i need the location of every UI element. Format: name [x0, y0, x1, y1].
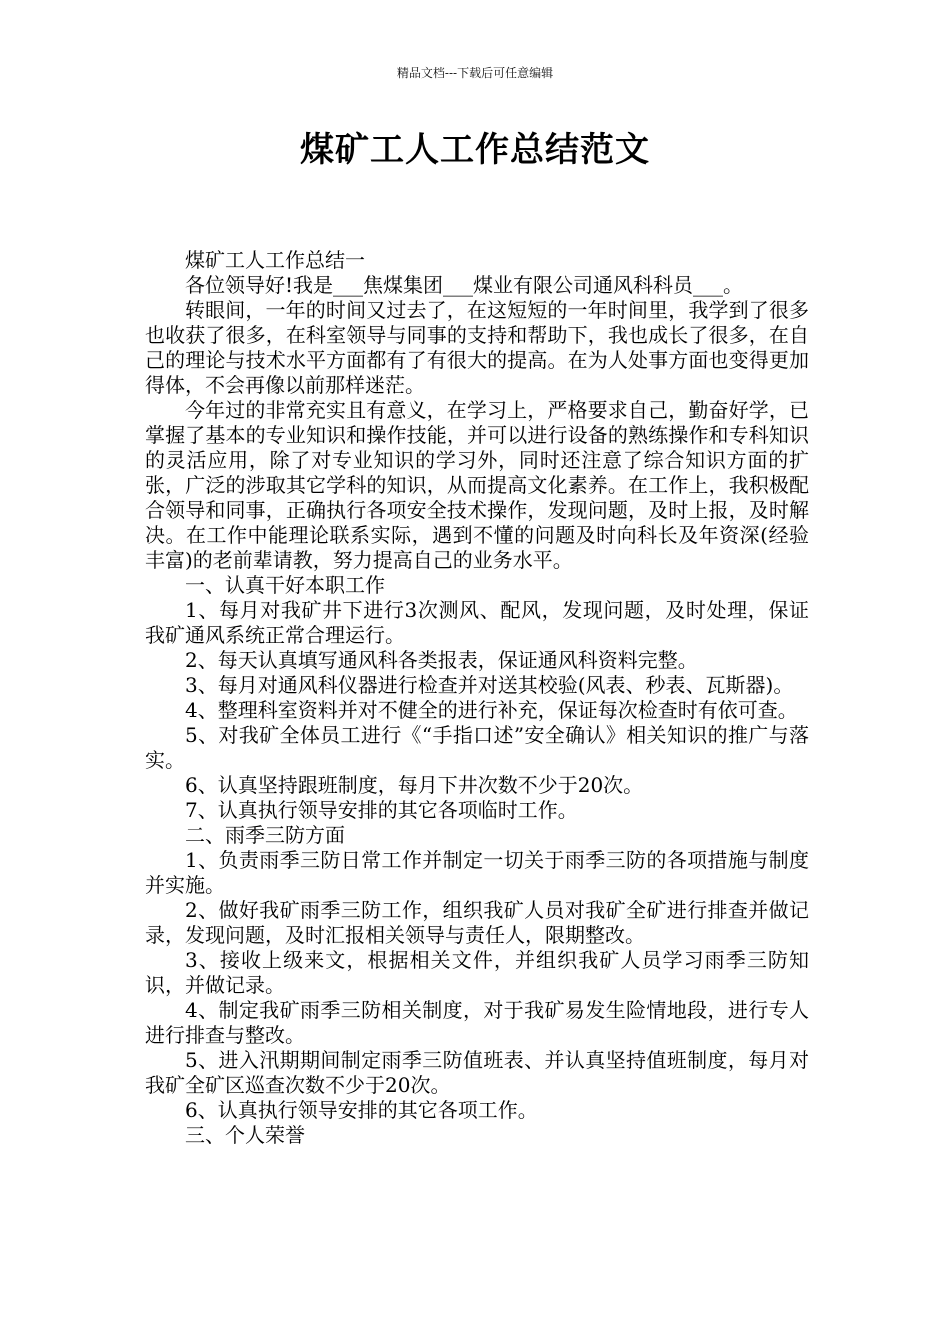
list-item: 5、进入汛期期间制定雨季三防值班表、并认真坚持值班制度，每月对我矿全矿区巡查次数不少于20次。 [145, 1048, 809, 1097]
list-item: 6、认真执行领导安排的其它各项工作。 [185, 1098, 538, 1122]
list-item: 7、认真执行领导安排的其它各项临时工作。 [185, 798, 578, 822]
section-heading: 煤矿工人工作总结一 [185, 248, 365, 272]
greeting-paragraph: 各位领导好!我是___焦煤集团___煤业有限公司通风科科员___。 [185, 273, 744, 297]
section-heading: 二、雨季三防方面 [185, 823, 345, 847]
body-paragraph: 今年过的非常充实且有意义，在学习上，严格要求自己，勤奋好学，已掌握了基本的专业知识和操作技能，并可以进行设备的熟练操作和专科知识的灵活应用，除了对专业知识的学习外，同时还注意了综合知识方面的扩张，广泛的涉取其它学科的知识，从而提高文化素养。在工作上，我积极配合领导和同事，正确执行各项安全技术操作，发现问题，及时上报，及时解决。在工作中能理论联系实际，遇到不懂的问题及时向科长及年资深(经验丰富)的老前辈请教，努力提高自己的业务水平。 [145, 398, 809, 572]
list-item: 3、每月对通风科仪器进行检查并对送其校验(风表、秒表、瓦斯器)。 [185, 673, 794, 697]
list-item: 6、认真坚持跟班制度，每月下井次数不少于20次。 [185, 773, 644, 797]
list-item: 2、每天认真填写通风科各类报表，保证通风科资料完整。 [185, 648, 698, 672]
list-item: 4、整理科室资料并对不健全的进行补充，保证每次检查时有依可查。 [185, 698, 798, 722]
section-heading: 一、认真干好本职工作 [185, 573, 385, 597]
list-item: 1、每月对我矿井下进行3次测风、配风，发现问题，及时处理，保证我矿通风系统正常合理运行。 [145, 598, 809, 647]
list-item: 5、对我矿全体员工进行《“手指口述”安全确认》相关知识的推广与落实。 [145, 723, 809, 772]
list-item: 3、接收上级来文，根据相关文件，并组织我矿人员学习雨季三防知识，并做记录。 [145, 948, 809, 997]
list-item: 2、做好我矿雨季三防工作，组织我矿人员对我矿全矿进行排查并做记录，发现问题，及时汇报相关领导与责任人，限期整改。 [145, 898, 809, 947]
section-heading: 三、个人荣誉 [185, 1123, 305, 1147]
body-paragraph: 转眼间，一年的时间又过去了，在这短短的一年时间里，我学到了很多也收获了很多，在科室领导与同事的支持和帮助下，我也成长了很多，在自己的理论与技术水平方面都有了有很大的提高。在为人处事方面也变得更加得体，不会再像以前那样迷茫。 [145, 298, 809, 397]
list-item: 1、负责雨季三防日常工作并制定一切关于雨季三防的各项措施与制度并实施。 [145, 848, 809, 897]
document-title: 煤矿工人工作总结范文 [300, 130, 650, 170]
document-body [145, 248, 809, 1148]
list-item: 4、制定我矿雨季三防相关制度，对于我矿易发生险情地段，进行专人进行排查与整改。 [145, 998, 809, 1047]
header-note: 精品文档---下载后可任意编辑 [396, 66, 554, 80]
